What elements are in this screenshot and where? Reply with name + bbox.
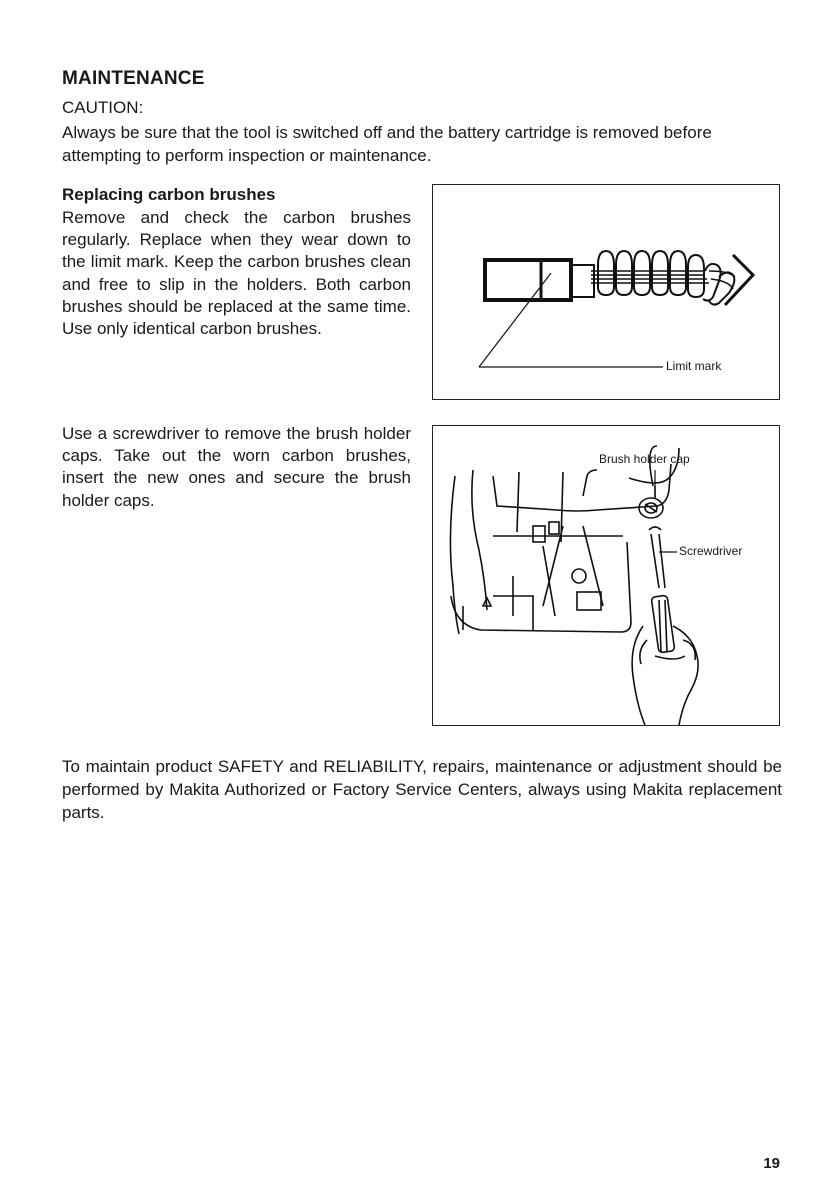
section-title: MAINTENANCE <box>62 68 205 89</box>
carbon-brushes-paragraph: Remove and check the carbon brushes regularly. Replace when they wear down to the limit mark. Keep the carbon brushes clean and free to slip in the holders. Both carbon brushes should be replaced at the same time. Use only identical carbon brushes. <box>62 208 411 339</box>
brush-holder-figure <box>432 425 780 726</box>
caution-text: Always be sure that the tool is switched off and the battery cartridge is removed before attempting to perform inspection or maintenance. <box>62 123 712 165</box>
brush-holder-paragraph: Use a screwdriver to remove the brush holder caps. Take out the worn carbon brushes, insert the new ones and secure the brush holder caps. <box>62 424 411 510</box>
carbon-brushes-heading: Replacing carbon brushes <box>62 185 276 204</box>
closing-paragraph: To maintain product SAFETY and RELIABILITY, repairs, maintenance or adjustment should be performed by Makita Authorized or Factory Service Centers, always using Makita replacement parts. <box>62 757 782 822</box>
limit-mark-label: Limit mark <box>666 359 722 373</box>
carbon-brush-figure <box>432 184 780 400</box>
carbon-brush-illustration <box>433 185 779 399</box>
brush-holder-cap-label: Brush holder cap <box>599 452 690 466</box>
screwdriver-label: Screwdriver <box>679 544 743 558</box>
tool-screwdriver-illustration <box>433 426 779 725</box>
caution-label: CAUTION: <box>62 98 144 117</box>
page-number: 19 <box>763 1155 780 1172</box>
